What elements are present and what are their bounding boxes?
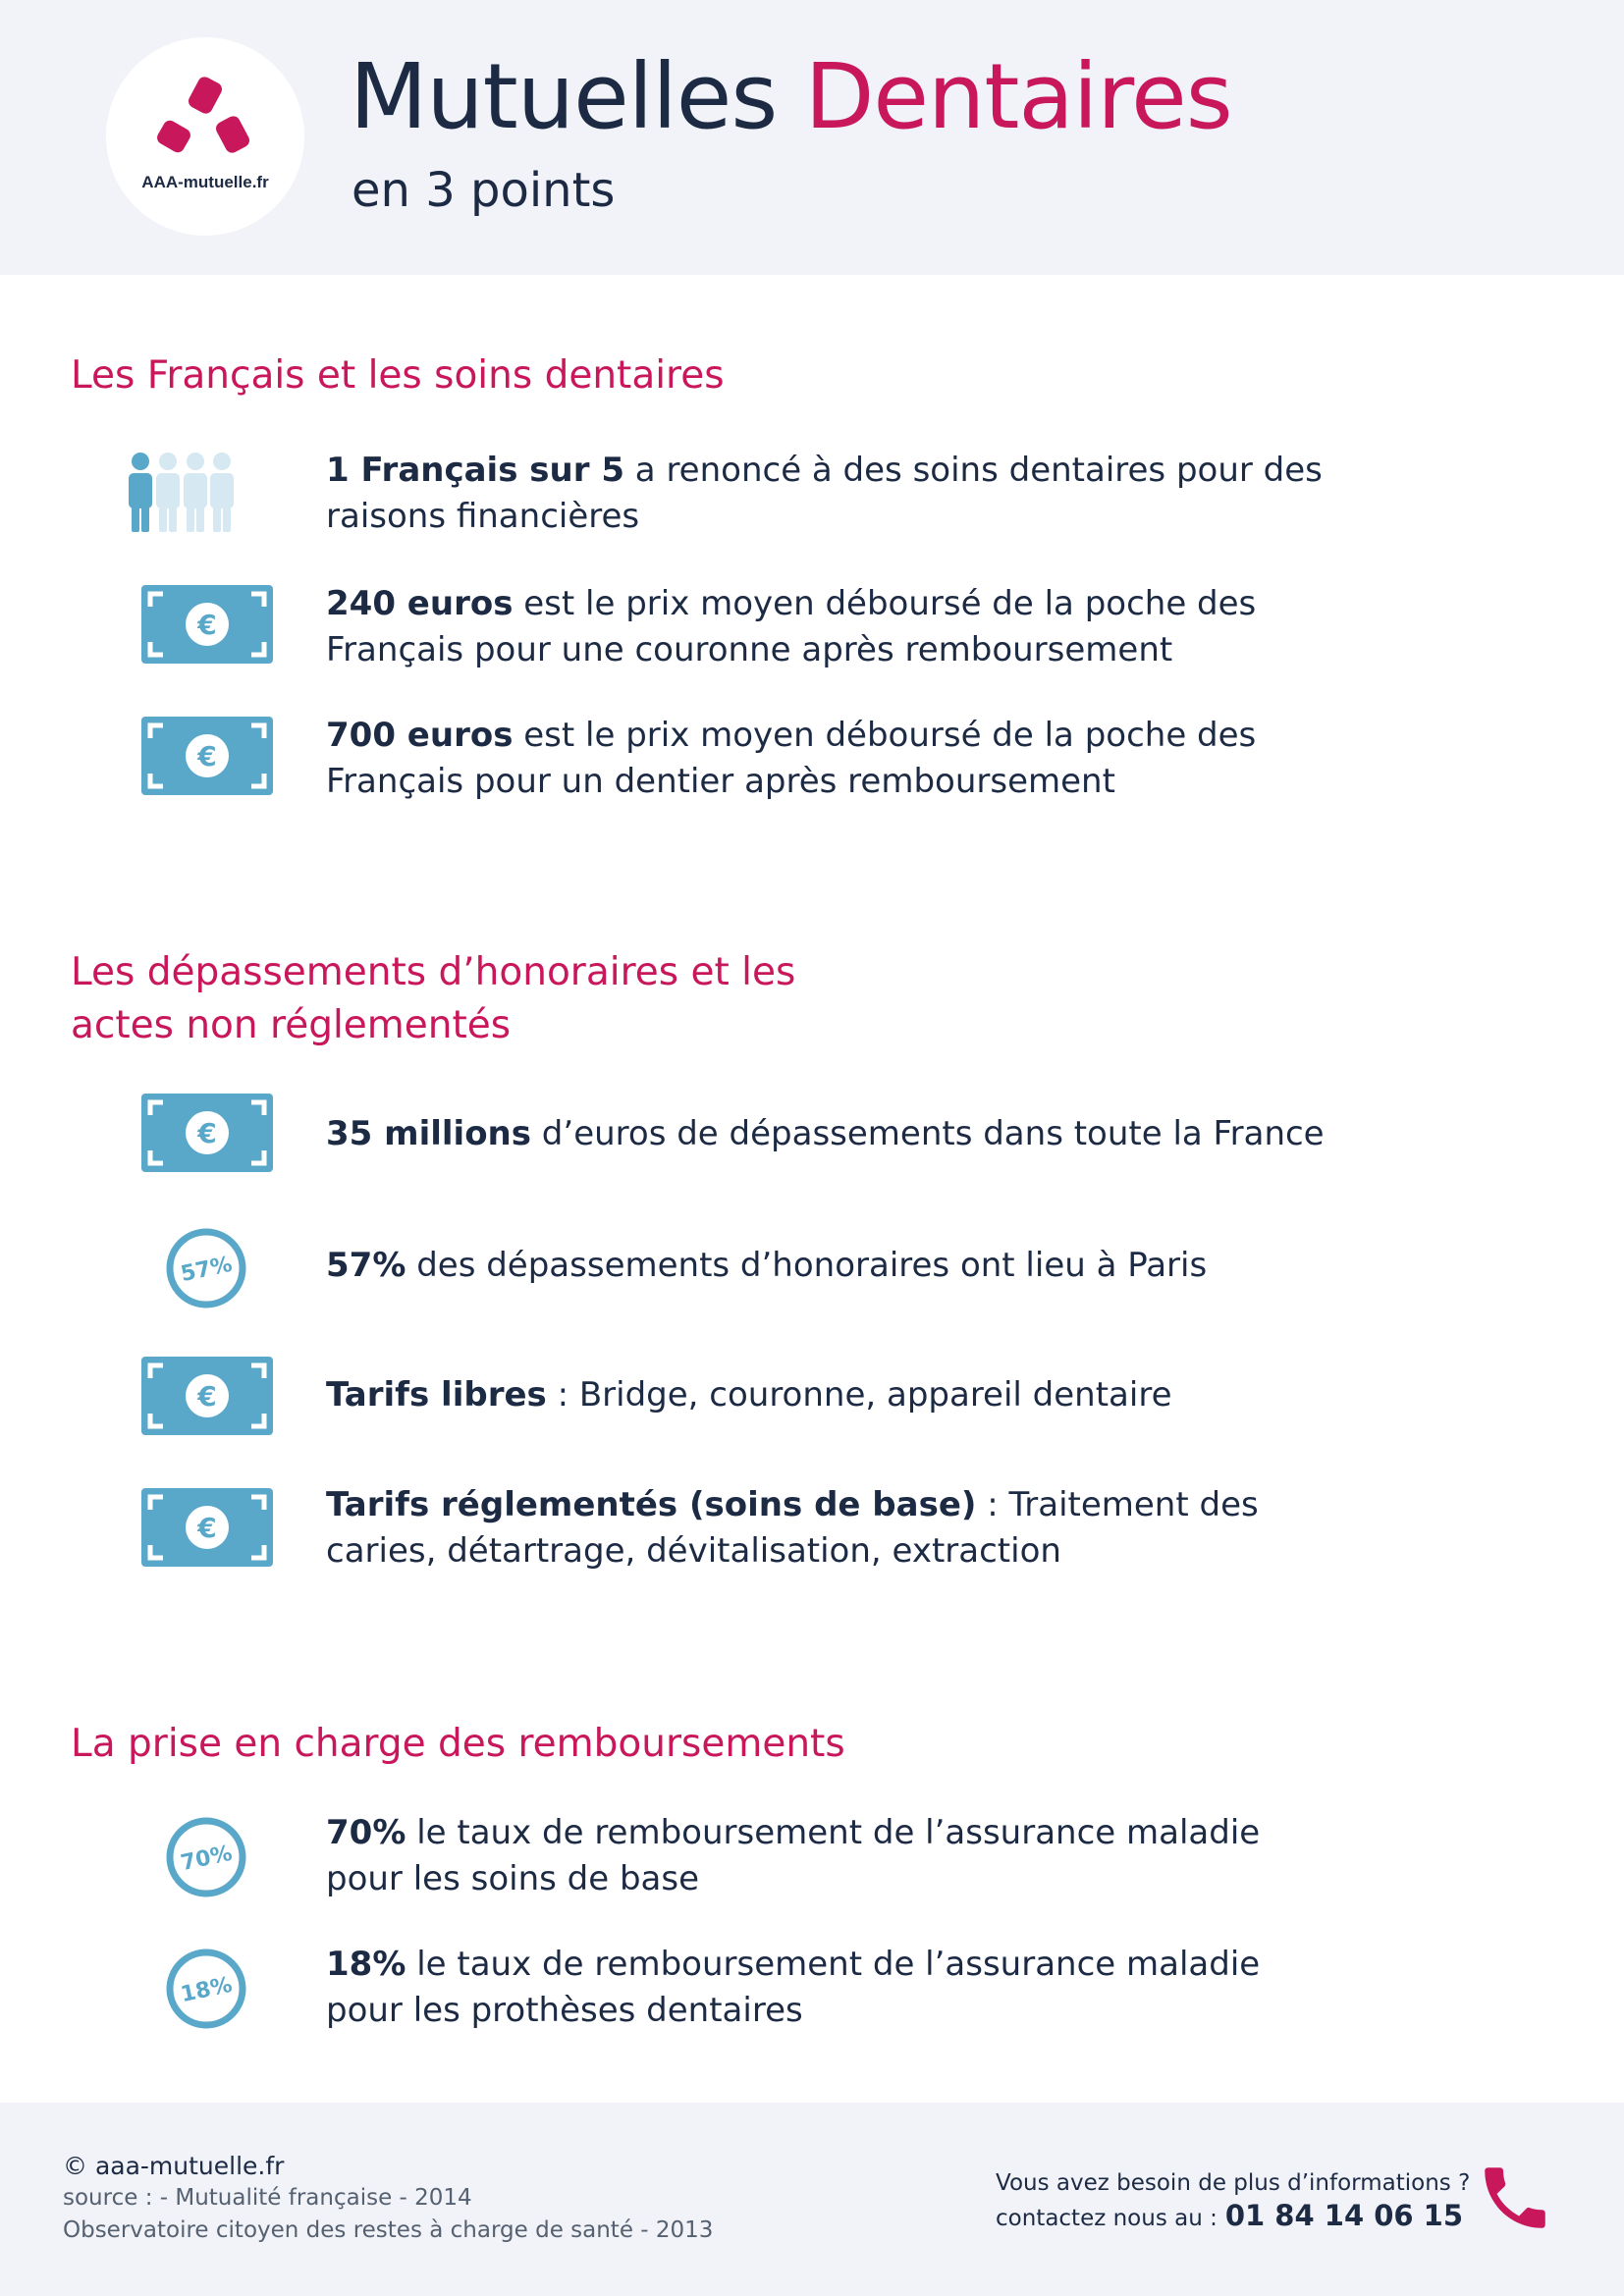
source-line: source : - Mutualité française - 2014 [63,2185,472,2211]
stat-text [326,1372,1327,1418]
stat-text [326,448,1327,540]
people-icon [124,452,251,534]
title-accent: Dentaires [804,44,1232,149]
section-title-francais: Les Français et les soins dentaires [71,353,725,398]
brand-logo[interactable] [106,37,304,236]
stat-description: le taux de remboursement de l’assurance maladie pour les soins de base [326,1813,1261,1898]
phone-icon[interactable] [1475,2158,1555,2238]
stat-highlight: 35 millions [326,1114,531,1153]
contact-line [996,2200,1470,2235]
stat-description: a renoncé à des soins dentaires pour des raisons financières [326,451,1323,536]
stat-description: est le prix moyen déboursé de la poche des Français pour un dentier après remboursement [326,716,1257,801]
page-title [350,44,1232,149]
stat-description: : Bridge, couronne, appareil dentaire [546,1375,1172,1415]
stat-highlight: 70% [326,1813,406,1852]
stat-description: : Traitement des caries, détartrage, dévitalisation, extraction [326,1485,1259,1571]
percent-badge-icon [165,1816,247,1898]
stat-highlight: Tarifs réglementés (soins de base) [326,1485,977,1524]
stat-highlight: 700 euros [326,716,514,755]
badge-label: 70% [178,1841,235,1877]
page-subtitle: en 3 points [352,163,616,218]
svg-text:€: € [197,1117,217,1149]
phone-number[interactable]: 01 84 14 06 15 [1224,2199,1464,2232]
stat-text [326,713,1327,805]
badge-label: 18% [178,1972,235,2008]
svg-text:€: € [197,1512,217,1544]
contact-label: contactez nous au : [996,2206,1218,2231]
stat-description: le taux de remboursement de l’assurance maladie pour les prothèses dentaires [326,1945,1261,2030]
stat-highlight: 18% [326,1945,406,1984]
stat-description: des dépassements d’honoraires ont lieu à Paris [406,1246,1208,1285]
section-title-remboursements: La prise en charge des remboursements [71,1722,845,1766]
title-main: Mutuelles [350,44,778,149]
percent-badge-icon [165,1227,247,1309]
stat-text [326,1810,1327,1902]
logo-mark-icon [155,73,255,161]
header [0,0,1624,275]
euro-banknote-icon [141,717,273,795]
section-title-line: actes non réglementés [71,1003,512,1047]
section-title-line: Les dépassements d’honoraires et les [71,950,796,994]
section-title-depassements [71,946,795,1052]
stat-text [326,1482,1327,1575]
euro-banknote-icon [141,585,273,664]
stat-text [326,1111,1327,1157]
svg-text:€: € [197,1380,217,1413]
euro-banknote-icon [141,1094,273,1172]
source-line: Observatoire citoyen des restes à charge de santé - 2013 [63,2217,714,2243]
contact-question: Vous avez besoin de plus d’informations ? [996,2170,1471,2196]
euro-banknote-icon [141,1488,273,1567]
stat-highlight: 1 Français sur 5 [326,451,624,490]
stat-description: est le prix moyen déboursé de la poche des Français pour une couronne après remboursement [326,584,1257,669]
footer-contact [996,2167,1470,2235]
svg-text:€: € [197,740,217,773]
stat-text [326,1243,1327,1289]
stat-text [326,1942,1327,2034]
logo-text: AAA-mutuelle.fr [141,173,269,191]
svg-text:€: € [197,609,217,641]
euro-banknote-icon [141,1357,273,1435]
badge-label: 57% [178,1252,235,1288]
stat-highlight: 240 euros [326,584,514,623]
copyright[interactable]: © aaa-mutuelle.fr [63,2152,285,2180]
footer [0,2103,1624,2296]
stat-description: d’euros de dépassements dans toute la France [531,1114,1325,1153]
stat-highlight: Tarifs libres [326,1375,547,1415]
percent-badge-icon [165,1948,247,2030]
footer-sources [63,2150,713,2247]
stat-text [326,581,1327,673]
stat-highlight: 57% [326,1246,406,1285]
